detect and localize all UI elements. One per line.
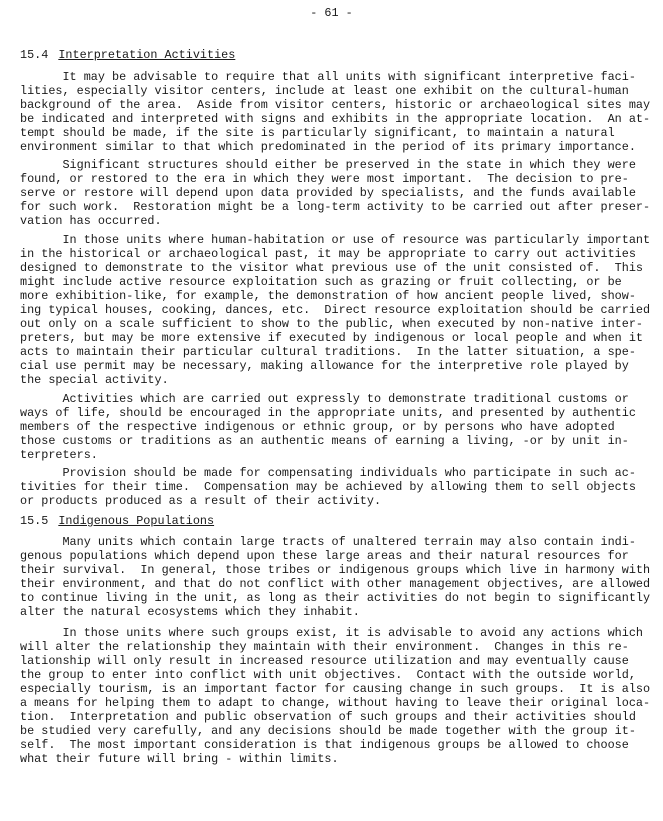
text-line: Provision should be made for compensating individuals who participate in such ac- — [20, 466, 636, 480]
text-line: be indicated and interpreted with signs and exhibits in the appropriate location. An at- — [20, 112, 651, 126]
section-number: 15.4 — [20, 48, 49, 62]
text-line: terpreters. — [20, 448, 98, 462]
paragraph — [20, 70, 660, 154]
text-line: self. The most important consideration is that indigenous groups be allowed to choose — [20, 738, 629, 752]
text-line: designed to demonstrate to the visitor what previous use of the unit consisted of. This — [20, 261, 643, 275]
text-line: the group to enter into conflict with unit objectives. Contact with the outside world, — [20, 668, 636, 682]
text-line: tivities for their time. Compensation may be achieved by allowing them to sell objects — [20, 480, 636, 494]
text-line: environment similar to that which predominated in the period of its primary importance. — [20, 140, 636, 154]
text-line: or products produced as a result of their activity. — [20, 494, 382, 508]
text-line: preters, but may be more extensive if executed by indigenous or local people and when it — [20, 331, 643, 345]
text-line: in the historical or archaeological past, it may be appropriate to carry out activities — [20, 247, 636, 261]
section-heading-15-5 — [20, 514, 214, 528]
text-line: their environment, and that do not conflict with other management objectives, are allowed — [20, 577, 651, 591]
text-line: more exhibition-like, for example, the demonstration of how ancient people lived, show- — [20, 289, 636, 303]
text-line: serve or restore will depend upon data provided by specialists, and the funds available — [20, 186, 636, 200]
text-line: to continue living in the unit, as long as their activities do not begin to significantly — [20, 591, 651, 605]
text-line: Activities which are carried out expressly to demonstrate traditional customs or — [20, 392, 629, 406]
text-line: background of the area. Aside from visitor centers, historic or archaeological sites may — [20, 98, 651, 112]
text-line: Significant structures should either be preserved in the state in which they were — [20, 158, 636, 172]
section-title: Interpretation Activities — [58, 48, 236, 62]
text-line: found, or restored to the era in which they were most important. The decision to pre- — [20, 172, 629, 186]
paragraph — [20, 626, 660, 766]
text-line: lities, especially visitor centers, include at least one exhibit on the cultural-human — [20, 84, 629, 98]
paragraph — [20, 233, 660, 387]
paragraph — [20, 466, 660, 508]
text-line: cial use permit may be necessary, making allowance for the interpretive role played by — [20, 359, 629, 373]
text-line: alter the natural ecosystems which they inhabit. — [20, 605, 360, 619]
text-line: the special activity. — [20, 373, 169, 387]
text-line: might include active resource exploitation such as grazing or fruit collecting, or be — [20, 275, 622, 289]
text-line: for such work. Restoration might be a long-term activity to be carried out after preser- — [20, 200, 651, 214]
text-line: their survival. In general, those tribes or indigenous groups which live in harmony with — [20, 563, 651, 577]
text-line: genous populations which depend upon these large areas and their natural resources for — [20, 549, 629, 563]
paragraph — [20, 535, 660, 619]
page-number: - 61 - — [310, 6, 353, 20]
text-line: tempt should be made, if the site is particularly significant, to maintain a natural — [20, 126, 615, 140]
text-line: In those units where such groups exist, it is advisable to avoid any actions which — [20, 626, 643, 640]
text-line: In those units where human-habitation or use of resource was particularly important — [20, 233, 651, 247]
text-line: ways of life, should be encouraged in the appropriate units, and presented by authentic — [20, 406, 636, 420]
text-line: a means for helping them to adapt to change, without having to leave their original loca- — [20, 696, 651, 710]
text-line: lationship will only result in increased resource utilization and may eventually cause — [20, 654, 629, 668]
text-line: especially tourism, is an important factor for causing change in such groups. It is also — [20, 682, 651, 696]
text-line: ing typical houses, cooking, dances, etc. Direct resource exploitation should be carried — [20, 303, 651, 317]
section-heading-15-4 — [20, 48, 235, 62]
text-line: what their future will bring - within limits. — [20, 752, 339, 766]
paragraph — [20, 392, 660, 462]
section-title: Indigenous Populations — [58, 514, 215, 528]
section-number: 15.5 — [20, 514, 49, 528]
text-line: be studied very carefully, and any decisions should be made together with the group it- — [20, 724, 636, 738]
text-line: those customs or traditions as an authentic means of earning a living, -or by unit in- — [20, 434, 629, 448]
text-line: out only on a scale sufficient to show to the public, when executed by non-native inter- — [20, 317, 643, 331]
text-line: Many units which contain large tracts of unaltered terrain may also contain indi- — [20, 535, 636, 549]
text-line: acts to maintain their particular cultural traditions. In the latter situation, a spe- — [20, 345, 636, 359]
text-line: It may be advisable to require that all units with significant interpretive faci- — [20, 70, 636, 84]
text-line: members of the respective indigenous or ethnic group, or by persons who have adopted — [20, 420, 615, 434]
text-line: vation has occurred. — [20, 214, 162, 228]
text-line: tion. Interpretation and public observation of such groups and their activities should — [20, 710, 636, 724]
paragraph — [20, 158, 660, 228]
text-line: will alter the relationship they maintain with their environment. Changes in this re- — [20, 640, 629, 654]
